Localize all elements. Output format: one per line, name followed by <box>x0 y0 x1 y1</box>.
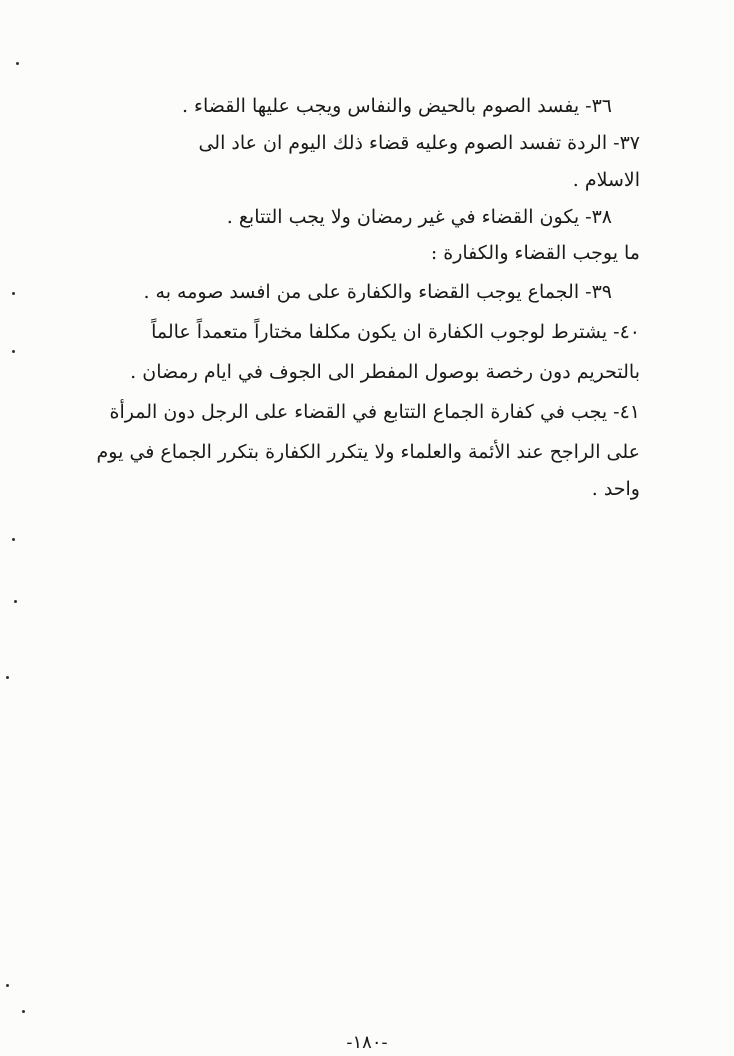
scan-speck <box>12 538 15 541</box>
text-line: ٣٦- يفسد الصوم بالحيض والنفاس ويجب عليها القضاء . <box>181 95 612 117</box>
text-line: ٣٨- يكون القضاء في غير رمضان ولا يجب التتابع . <box>226 206 612 228</box>
scan-speck <box>12 350 15 353</box>
text-line: ٣٩- الجماع يوجب القضاء والكفارة على من افسد صومه به . <box>143 281 612 303</box>
text-line: ٣٧- الردة تفسد الصوم وعليه قضاء ذلك اليوم ان عاد الى <box>198 132 640 154</box>
text-line: على الراجح عند الأئمة والعلماء ولا يتكرر الكفارة بتكرر الجماع في يوم <box>96 441 640 463</box>
scan-speck <box>14 600 17 603</box>
scan-speck <box>6 984 9 987</box>
scan-speck <box>6 676 9 679</box>
text-line: واحد . <box>591 478 640 500</box>
scan-speck <box>12 292 15 295</box>
section-heading: ما يوجب القضاء والكفارة : <box>430 242 640 264</box>
text-line: ٤٠- يشترط لوجوب الكفارة ان يكون مكلفا مختاراً متعمداً عالماً <box>151 321 640 343</box>
document-body <box>96 88 640 508</box>
text-line: ٤١- يجب في كفارة الجماع التتابع في القضاء على الرجل دون المرأة <box>109 401 640 423</box>
page-number: -١٨٠- <box>346 1032 388 1053</box>
text-line: بالتحريم دون رخصة بوصول المفطر الى الجوف في ايام رمضان . <box>130 361 640 383</box>
scan-speck <box>16 62 19 65</box>
text-line: الاسلام . <box>572 169 640 191</box>
scan-speck <box>22 1010 25 1013</box>
